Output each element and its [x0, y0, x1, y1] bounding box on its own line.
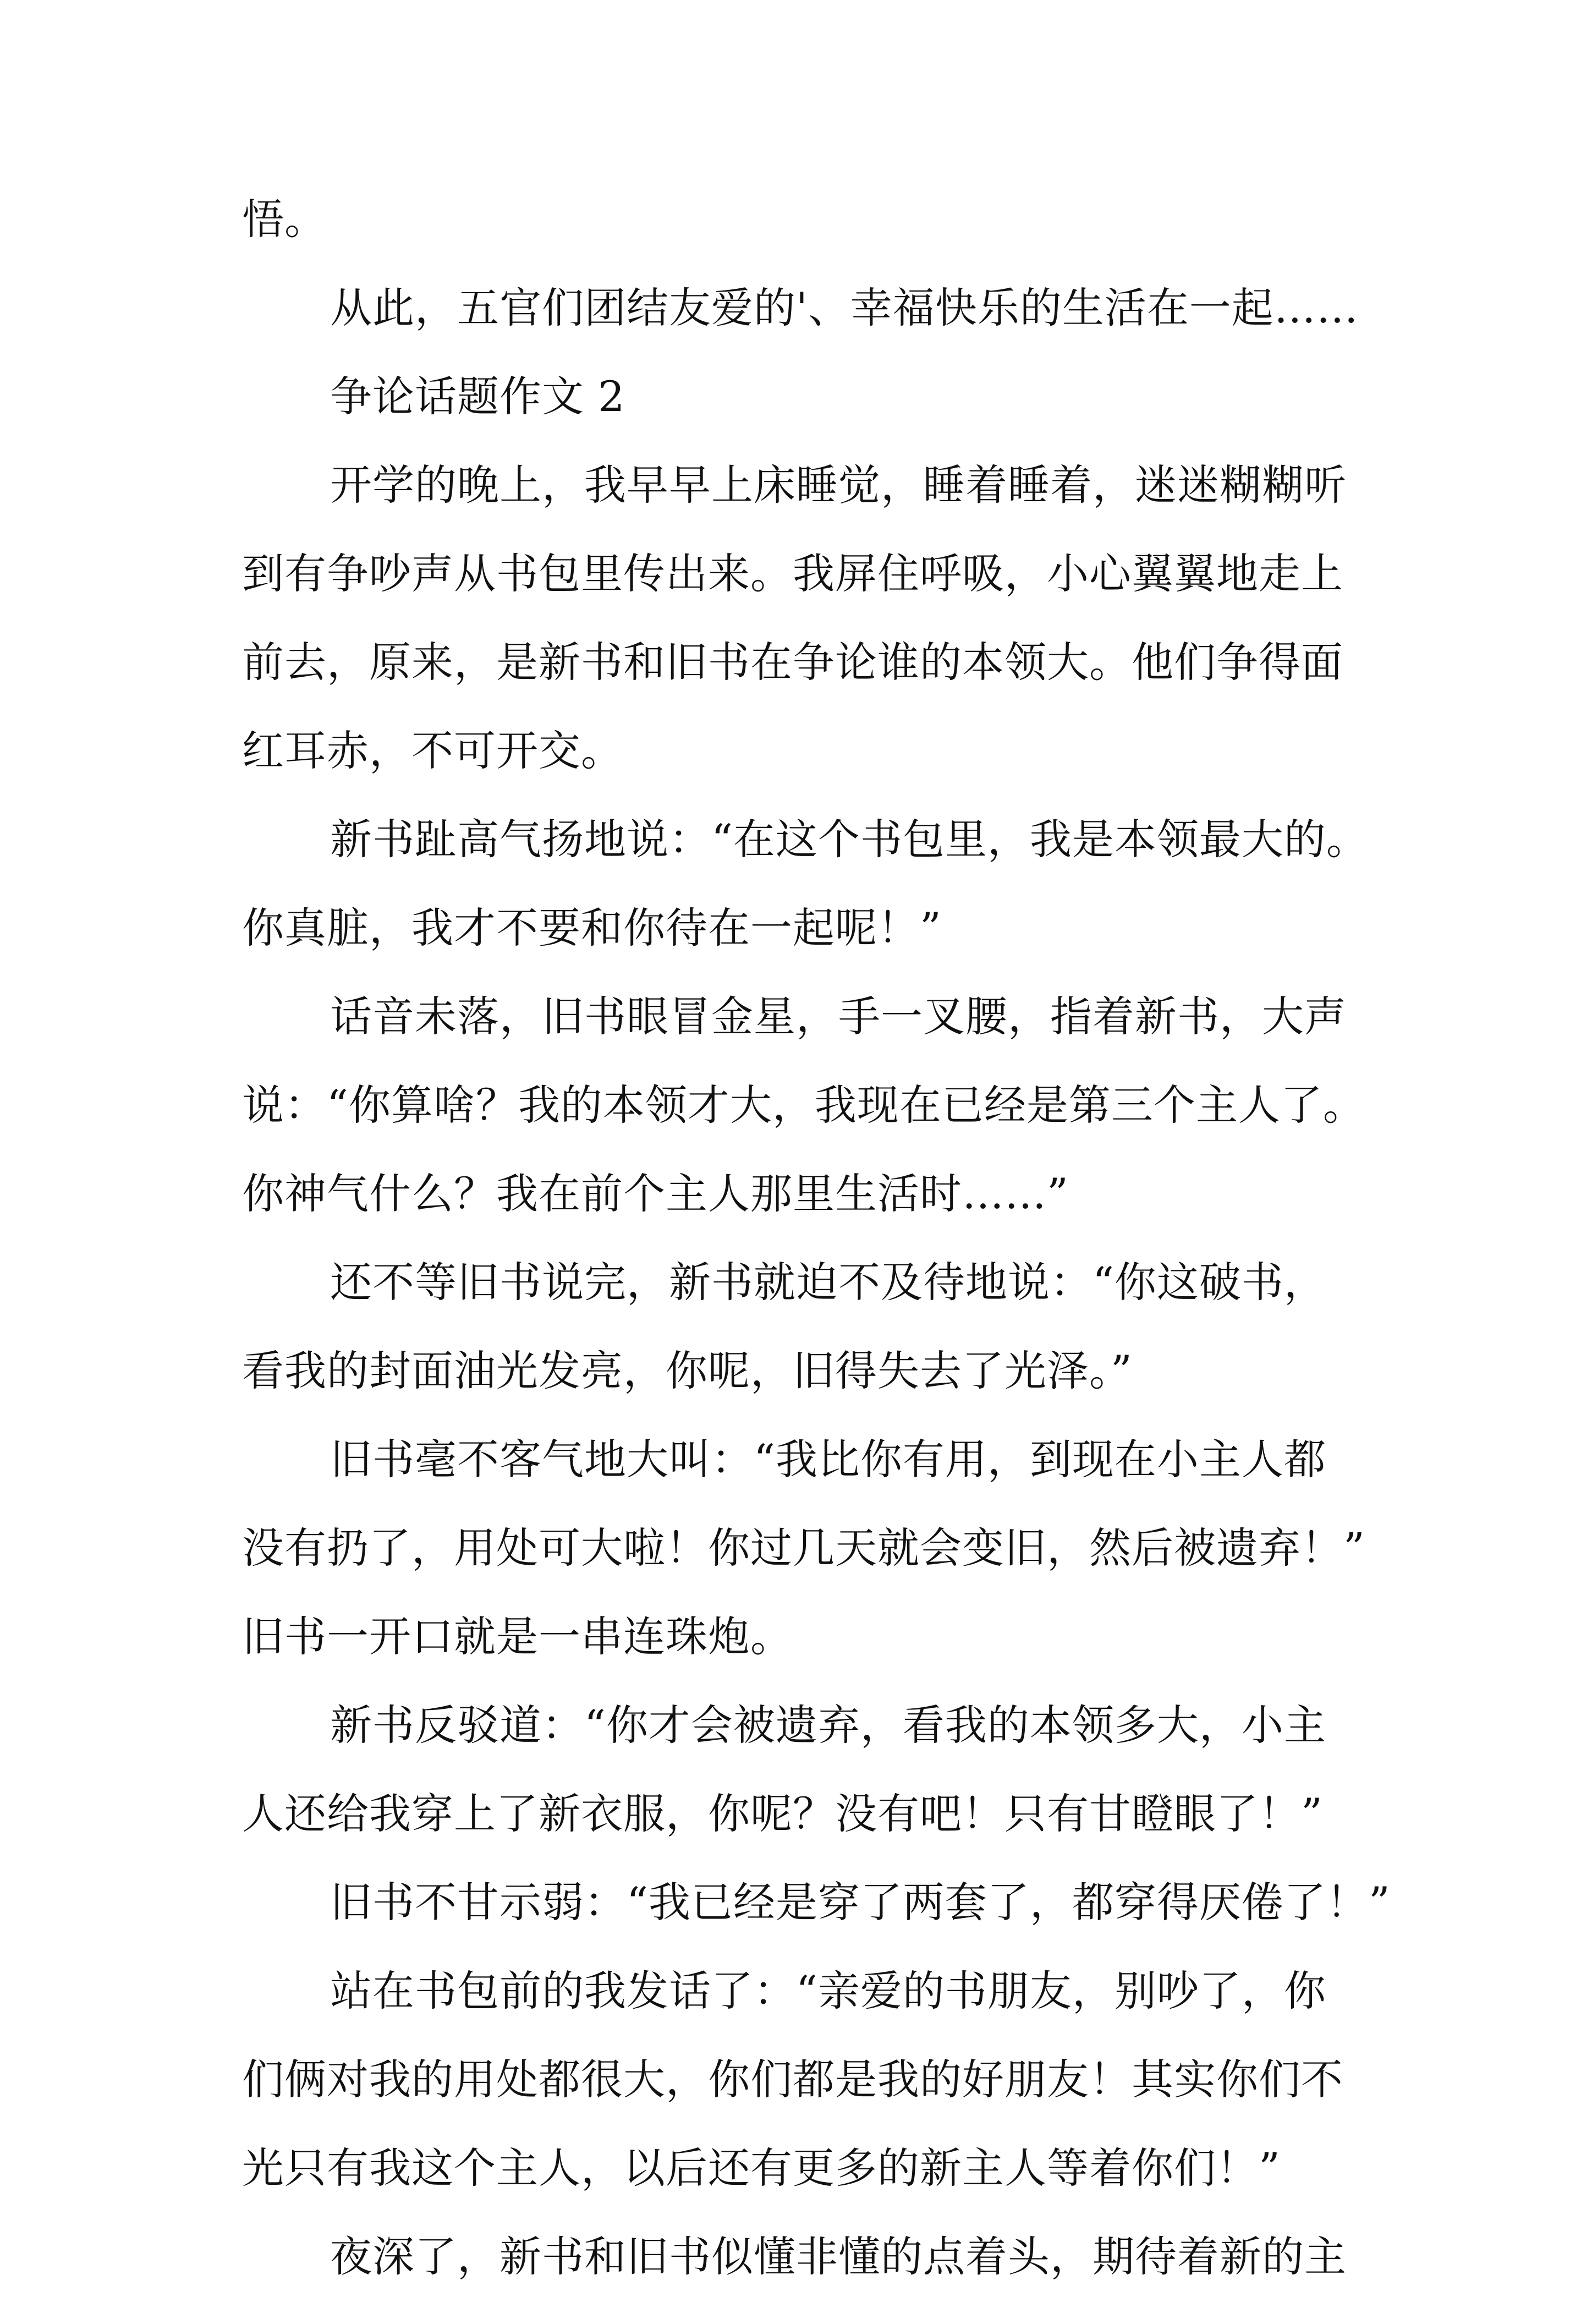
text-line: 前去，原来，是新书和旧书在争论谁的本领大。他们争得面 — [242, 638, 1343, 687]
text-line: 人还给我穿上了新衣服，你呢？没有吧！只有甘瞪眼了！” — [242, 1789, 1323, 1838]
text-line: 没有扔了，用处可大啦！你过几天就会变旧，然后被遗弃！” — [242, 1523, 1365, 1572]
text-line: 旧书一开口就是一串连珠炮。 — [242, 1612, 793, 1661]
text-line: 说：“你算啥？我的本领才大，我现在已经是第三个主人了。 — [242, 1081, 1365, 1130]
text-line: 悟。 — [242, 195, 327, 244]
text-line: 从此，五官们团结友爱的'、幸福快乐的生活在一起…… — [330, 283, 1359, 332]
text-line: 红耳赤，不可开交。 — [242, 726, 623, 775]
text-line: 站在书包前的我发话了：“亲爱的书朋友，别吵了，你 — [330, 1966, 1326, 2015]
text-line: 看我的封面油光发亮，你呢，旧得失去了光泽。” — [242, 1346, 1133, 1395]
text-line: 新书反驳道：“你才会被遗弃，看我的本领多大，小主 — [330, 1701, 1326, 1750]
body-text — [242, 195, 1391, 2324]
text-line: 旧书不甘示弱：“我已经是穿了两套了，都穿得厌倦了！” — [330, 1878, 1391, 1927]
text-line: 还不等旧书说完，新书就迫不及待地说：“你这破书， — [330, 1258, 1326, 1307]
section-heading: 争论话题作文 2 — [330, 372, 625, 421]
text-line: 话音未落，旧书眼冒金星，手一叉腰，指着新书，大声 — [330, 992, 1347, 1041]
text-line: 们俩对我的用处都很大，你们都是我的好朋友！其实你们不 — [242, 2055, 1343, 2104]
text-line: 新书趾高气扬地说：“在这个书包里，我是本领最大的。 — [330, 815, 1369, 864]
text-line: 你真脏，我才不要和你待在一起呢！” — [242, 903, 942, 952]
text-line: 到有争吵声从书包里传出来。我屏住呼吸，小心翼翼地走上 — [242, 549, 1343, 598]
text-line: 你神气什么？我在前个主人那里生活时……” — [242, 1169, 1069, 1218]
text-line: 开学的晚上，我早早上床睡觉，睡着睡着，迷迷糊糊听 — [330, 461, 1347, 509]
text-line: 光只有我这个主人，以后还有更多的新主人等着你们！” — [242, 2144, 1281, 2193]
text-line: 夜深了，新书和旧书似懂非懂的点着头，期待着新的主 — [330, 2232, 1347, 2281]
text-line: 旧书毫不客气地大叫：“我比你有用，到现在小主人都 — [330, 1435, 1326, 1484]
